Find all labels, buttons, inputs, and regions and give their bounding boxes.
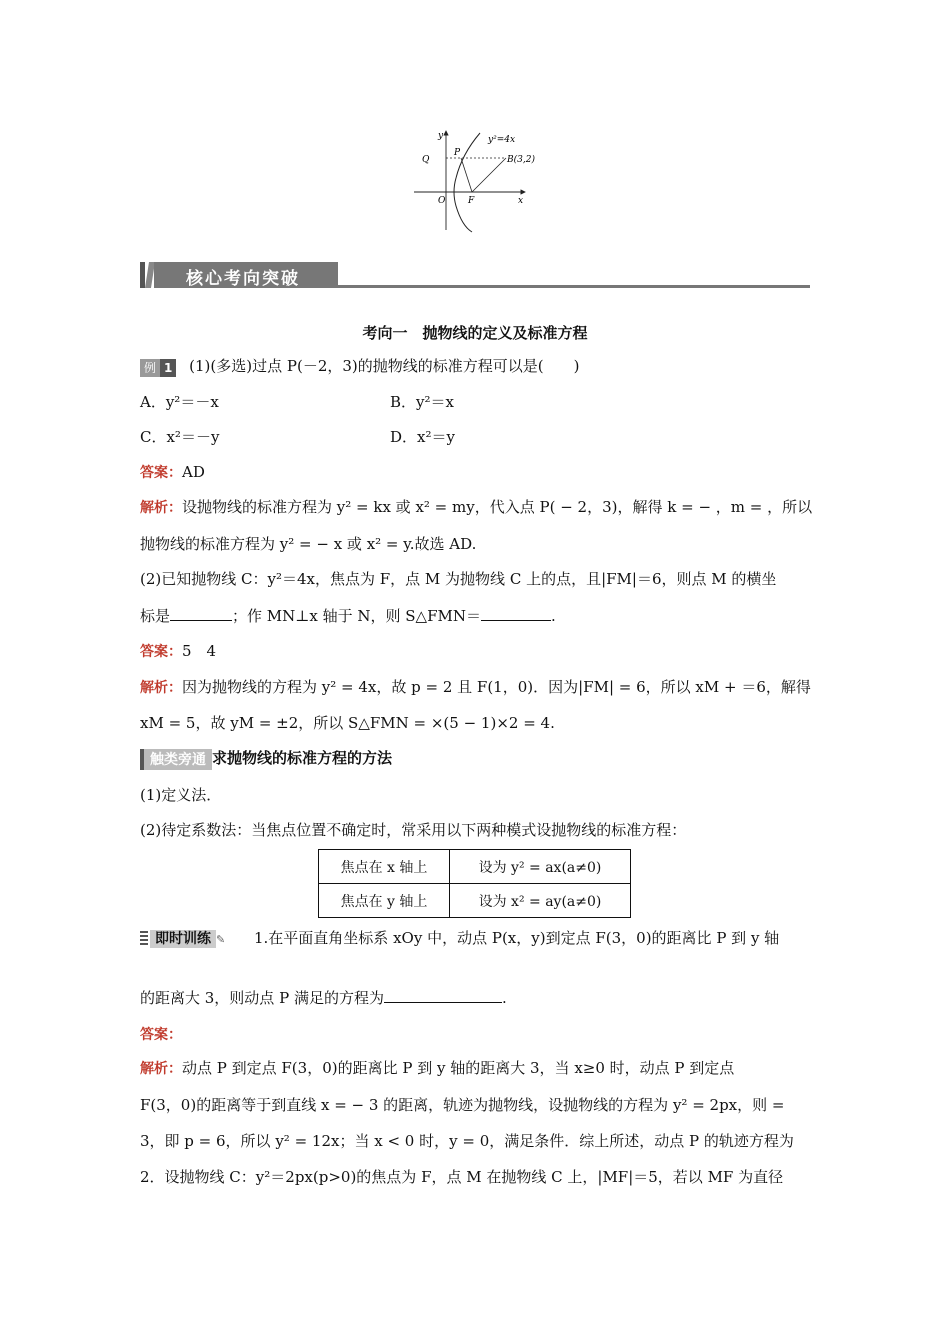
answer-blank-1[interactable] — [170, 606, 232, 621]
table-cell-form: 设为 y² = ax(a≠0) — [450, 850, 631, 884]
notebook-icon — [140, 931, 148, 947]
banner-title: 核心考向突破 — [186, 269, 300, 289]
method-tag — [140, 749, 212, 770]
pencil-icon: ✎ — [216, 933, 226, 946]
table-row — [319, 884, 631, 918]
method-item-1: (1)定义法． — [140, 786, 222, 804]
answer-2-label: 答案： — [140, 644, 182, 660]
segment-pf — [461, 158, 472, 192]
q2-text-b: ；作 MN⊥x 轴于 N，则 S△FMN＝ — [232, 607, 481, 625]
practice-q1-text-1: 1.在平面直角坐标系 xOy 中，动点 P(x，y)到定点 F(3，0)的距离比 P 到 y 轴 — [254, 929, 780, 947]
method-title: 求抛物线的标准方程的方法 — [212, 749, 393, 767]
figure-point-q: Q — [422, 155, 430, 165]
practice-question-1-line-1 — [140, 928, 810, 950]
analysis-2-text-1: 因为抛物线的方程为 y² = 4x，故 p = 2 且 F(1，0)．因为|FM| = 6，所以 xM + ＝6，解得 — [182, 678, 811, 696]
segment-fb — [472, 158, 506, 192]
figure-origin: O — [438, 196, 446, 206]
example-question-1 — [140, 356, 810, 377]
table-cell-form: 设为 x² = ay(a≠0) — [450, 884, 631, 918]
example-badge — [140, 357, 176, 377]
practice-analysis-label: 解析： — [140, 1061, 182, 1077]
option-a: A．y²＝－x — [140, 393, 219, 411]
figure-curve-label: y²=4x — [488, 135, 516, 145]
practice-analysis-text-1: 动点 P 到定点 F(3，0)的距离比 P 到 y 轴的距离大 3，当 x≥0 时，动点 P 到定点 — [182, 1059, 735, 1077]
practice-q1-text-2b: . — [501, 989, 507, 1007]
section-banner — [140, 258, 810, 292]
analysis-1-line-1 — [140, 497, 813, 518]
answer-2-value: 5 4 — [182, 642, 217, 660]
example-badge-num: 1 — [160, 359, 176, 377]
option-d: D．x²＝y — [390, 428, 455, 446]
practice-q1-text-2a: 的距离大 3，则动点 P 满足的方程为 — [140, 989, 384, 1007]
answer-2 — [140, 641, 810, 662]
analysis-2-line-2: xM = 5，故 yM = ±2，所以 S△FMN = ×(5 − 1)×2 = 4. — [140, 714, 555, 732]
figure-point-b: B(3,2) — [507, 155, 535, 165]
practice-analysis-line-2: F(3，0)的距离等于到直线 x = − 3 的距离，轨迹为抛物线，设抛物线的方程为 y² = 2px，则 = — [140, 1096, 785, 1114]
practice-question-1-line-2 — [140, 988, 810, 1008]
practice-analysis-line-1 — [140, 1058, 810, 1079]
method-item-2: (2)待定系数法：当焦点位置不确定时，常采用以下两种模式设抛物线的标准方程： — [140, 821, 687, 839]
question-2-line-2 — [140, 606, 810, 626]
practice-answer-blank[interactable] — [384, 988, 502, 1003]
figure-axis-x: x — [518, 196, 524, 206]
analysis-2-label: 解析： — [140, 680, 182, 696]
analysis-1-label: 解析： — [140, 500, 182, 516]
parabola-figure — [410, 128, 540, 234]
answer-1 — [140, 462, 810, 483]
option-b: B．y²＝x — [390, 393, 454, 411]
table-row — [319, 850, 631, 884]
answer-blank-2[interactable] — [481, 606, 551, 621]
method-tag-label: 触类旁通 — [150, 751, 206, 768]
practice-answer — [140, 1024, 810, 1045]
figure-axis-y: y — [438, 131, 444, 141]
example-badge-label: 例 — [140, 359, 160, 377]
analysis-1-line-2: 抛物线的标准方程为 y² = − x 或 x² = y.故选 AD. — [140, 535, 477, 553]
practice-tag — [140, 928, 225, 950]
q2-text-a: 标是 — [140, 607, 171, 625]
answer-1-value: AD — [182, 463, 205, 481]
analysis-1-text-1: 设抛物线的标准方程为 y² = kx 或 x² = my，代入点 P( − 2，3)，解得 k = − ，m = ，所以 — [182, 498, 813, 516]
practice-answer-label: 答案： — [140, 1027, 182, 1043]
method-table — [318, 849, 631, 918]
question-2-line-1: (2)已知抛物线 C：y²＝4x，焦点为 F，点 M 为抛物线 C 上的点，且|FM|＝6，则点 M 的横坐 — [140, 570, 777, 588]
figure-focus: F — [468, 196, 475, 206]
q2-text-c: . — [550, 607, 556, 625]
question-1-text: (1)(多选)过点 P(－2，3)的抛物线的标准方程可以是( ) — [189, 357, 580, 375]
practice-analysis-line-3: 3，即 p = 6，所以 y² = 12x；当 x < 0 时，y = 0，满足条件．综上所述，动点 P 的轨迹方程为 — [140, 1132, 794, 1150]
option-c: C．x²＝－y — [140, 428, 220, 446]
practice-question-2-line-1: 2．设抛物线 C：y²＝2px(p>0)的焦点为 F，点 M 在抛物线 C 上，|MF|＝5，若以 MF 为直径 — [140, 1168, 784, 1186]
table-cell-position: 焦点在 y 轴上 — [319, 884, 450, 918]
section-heading: 考向一 抛物线的定义及标准方程 — [362, 324, 588, 342]
figure-point-p: P — [454, 148, 461, 158]
answer-1-label: 答案： — [140, 465, 182, 481]
practice-tag-label: 即时训练 — [150, 930, 216, 948]
table-cell-position: 焦点在 x 轴上 — [319, 850, 450, 884]
analysis-2-line-1 — [140, 677, 810, 698]
method-heading — [140, 748, 810, 770]
